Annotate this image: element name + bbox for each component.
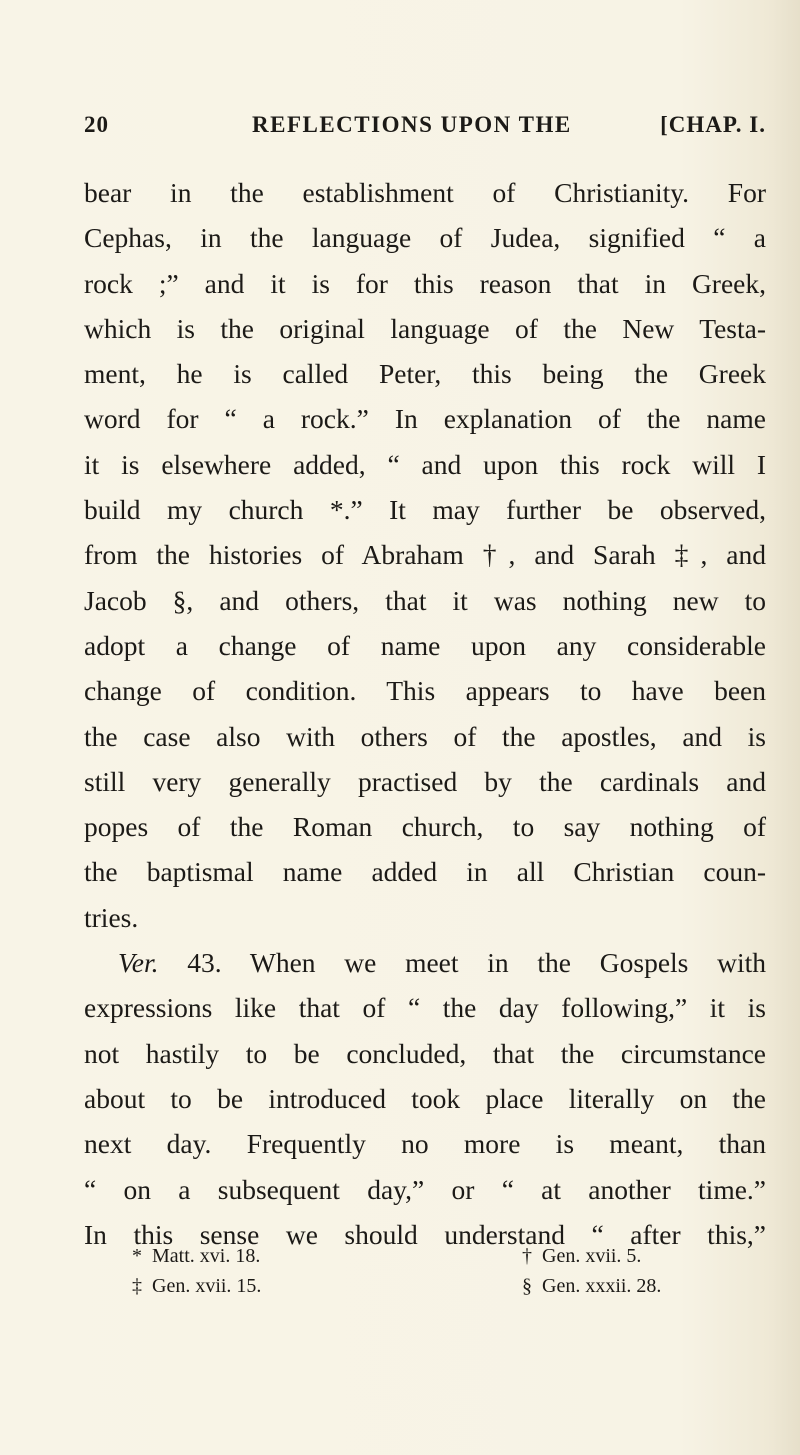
- footnote: [522, 1245, 641, 1268]
- footnote-ref: Gen. xvii. 15.: [152, 1275, 262, 1297]
- footnote-ref: Gen. xvii. 5.: [542, 1245, 642, 1267]
- text-line: popes of the Roman church, to say nothing of: [84, 811, 766, 843]
- chapter-label: [CHAP. I.: [660, 112, 766, 137]
- text-line: build my church *.” It may further be observed,: [84, 494, 766, 526]
- footnote-mark: §: [522, 1275, 532, 1297]
- page-number: 20: [84, 112, 109, 137]
- text-line: change of condition. This appears to have been: [84, 675, 766, 707]
- text-line: not hastily to be concluded, that the circumstance: [84, 1037, 766, 1069]
- footnote-mark: ‡: [132, 1275, 142, 1297]
- verse-label: Ver.: [118, 947, 159, 979]
- footnote: [522, 1275, 661, 1298]
- text-line: still very generally practised by the cardinals and: [84, 765, 766, 797]
- body-text: [84, 170, 766, 1257]
- text-line: adopt a change of name upon any considerable: [84, 629, 766, 661]
- text-line: word for “ a rock.” In explanation of the name: [84, 403, 766, 435]
- footnote-ref: Matt. xvi. 18.: [152, 1245, 261, 1267]
- text-line: tries.: [84, 901, 139, 933]
- text-line: “ on a subsequent day,” or “ at another time.”: [84, 1173, 766, 1205]
- text-line: rock ;” and it is for this reason that in Greek,: [84, 267, 766, 299]
- text-line: next day. Frequently no more is meant, than: [84, 1128, 766, 1160]
- text-line: Jacob §, and others, that it was nothing new to: [84, 584, 766, 616]
- footnote-ref: Gen. xxxii. 28.: [542, 1275, 662, 1297]
- footnote-mark: †: [522, 1245, 532, 1267]
- text-line: In this sense we should understand “ after this,”: [84, 1218, 766, 1250]
- verse-number: 43.: [187, 947, 222, 979]
- running-title: REFLECTIONS UPON THE: [252, 112, 572, 137]
- verse-heading-line: [84, 940, 766, 985]
- text-line: expressions like that of “ the day following,” it is: [84, 992, 766, 1024]
- text-line: ment, he is called Peter, this being the Greek: [84, 358, 766, 390]
- text-line: the baptismal name added in all Christian coun-: [84, 856, 766, 888]
- text-line: from the histories of Abraham †, and Sarah ‡, and: [84, 539, 766, 571]
- text-line: bear in the establishment of Christianity. For: [84, 177, 766, 208]
- footnote-mark: *: [132, 1245, 142, 1267]
- text-line: the case also with others of the apostles, and is: [84, 720, 766, 752]
- text-line: which is the original language of the New Testa-: [84, 312, 766, 344]
- footnote: [132, 1275, 261, 1298]
- text-line: about to be introduced took place literally on the: [84, 1082, 766, 1114]
- verse-first-line: When we meet in the Gospels with: [249, 947, 766, 979]
- text-line: Cephas, in the language of Judea, signified “ a: [84, 222, 766, 254]
- text-line: it is elsewhere added, “ and upon this rock will I: [84, 448, 766, 480]
- running-header: [84, 112, 766, 148]
- footnote: [132, 1245, 260, 1268]
